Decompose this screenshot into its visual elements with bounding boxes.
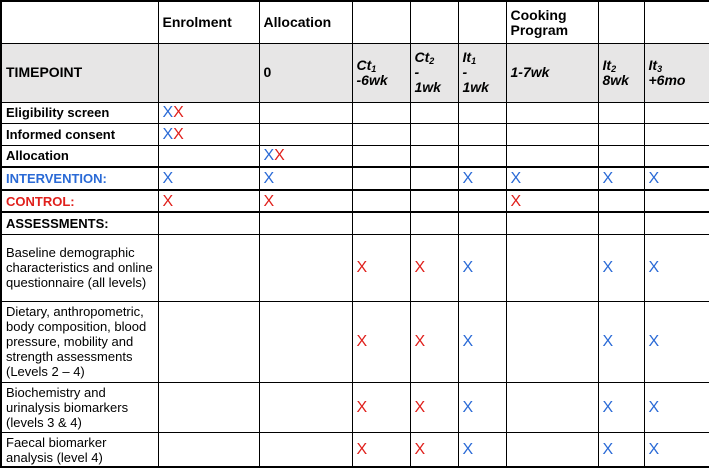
intervention-mark: X	[263, 147, 275, 165]
timepoint-cooking: 1-7wk	[506, 44, 598, 103]
timepoint-ct2: $Ct_2$ - 1wk	[410, 44, 458, 103]
mark-cell	[352, 301, 410, 382]
row-label: CONTROL:	[1, 190, 158, 213]
mark-cell	[158, 102, 259, 124]
row-assessments	[1, 212, 709, 234]
mark-cell	[598, 433, 644, 467]
intervention-mark: X	[602, 170, 614, 188]
mark-cell	[158, 167, 259, 190]
row-label: ASSESSMENTS:	[1, 212, 158, 234]
mark-cell	[410, 301, 458, 382]
intervention-mark: X	[648, 398, 660, 416]
mark-cell	[644, 301, 709, 382]
mark-cell	[644, 234, 709, 301]
mark-cell	[458, 301, 506, 382]
intervention-mark: X	[510, 170, 522, 188]
mark-cell	[410, 234, 458, 301]
mark-cell	[644, 382, 709, 432]
mark-cell	[259, 145, 352, 167]
corner-cell	[1, 1, 158, 44]
timepoint-enrolment	[158, 44, 259, 103]
control-mark: X	[414, 259, 426, 277]
intervention-mark: X	[263, 170, 275, 188]
intervention-mark: X	[462, 333, 474, 351]
mark-cell	[598, 234, 644, 301]
control-mark: X	[356, 398, 368, 416]
row-label: Dietary, anthropometric, body composition, blood pressure, mobility and strength assessments (Levels 2 – 4)	[1, 301, 158, 382]
mark-cell	[598, 382, 644, 432]
intervention-mark: X	[648, 259, 660, 277]
intervention-mark: X	[602, 259, 614, 277]
intervention-mark: X	[462, 441, 474, 459]
control-mark: X	[356, 259, 368, 277]
timepoint-ct1: $Ct_1$ -6wk	[352, 44, 410, 103]
mark-cell	[259, 190, 352, 213]
timepoint-row	[1, 44, 709, 103]
row-allocation	[1, 145, 709, 167]
intervention-mark: X	[462, 170, 474, 188]
intervention-mark: X	[162, 104, 174, 122]
mark-cell	[259, 167, 352, 190]
intervention-mark: X	[602, 333, 614, 351]
intervention-mark: X	[648, 333, 660, 351]
control-mark: X	[356, 333, 368, 351]
empty-header	[644, 1, 709, 44]
mark-cell	[644, 433, 709, 467]
row-eligibility	[1, 102, 709, 124]
intervention-mark: X	[648, 170, 660, 188]
mark-cell	[458, 382, 506, 432]
mark-cell	[410, 382, 458, 432]
control-mark: X	[173, 125, 184, 143]
enrolment-header: Enrolment	[158, 1, 259, 44]
control-mark: X	[356, 441, 368, 459]
control-mark: X	[414, 333, 426, 351]
mark-cell	[458, 167, 506, 190]
intervention-mark: X	[162, 170, 174, 188]
mark-cell	[598, 167, 644, 190]
empty-header	[352, 1, 410, 44]
row-label: Eligibility screen	[1, 102, 158, 124]
intervention-mark: X	[648, 441, 660, 459]
mark-cell	[506, 190, 598, 213]
intervention-mark: X	[602, 441, 614, 459]
cooking-program-header: Cooking Program	[506, 1, 598, 44]
row-dietary	[1, 301, 709, 382]
row-baseline	[1, 234, 709, 301]
timepoint-label: TIMEPOINT	[1, 44, 158, 103]
intervention-mark: X	[602, 398, 614, 416]
phase-header-row	[1, 1, 709, 44]
control-mark: X	[162, 192, 174, 210]
timepoint-allocation: 0	[259, 44, 352, 103]
mark-cell	[352, 382, 410, 432]
row-label: Biochemistry and urinalysis biomarkers (levels 3 & 4)	[1, 382, 158, 432]
control-mark: X	[263, 192, 275, 210]
row-biochemistry	[1, 382, 709, 432]
mark-cell	[644, 167, 709, 190]
row-control	[1, 190, 709, 213]
mark-cell	[158, 190, 259, 213]
empty-header	[598, 1, 644, 44]
empty-header	[458, 1, 506, 44]
control-mark: X	[510, 192, 522, 210]
mark-cell	[410, 433, 458, 467]
timepoint-it3: $It_3$ +6mo	[644, 44, 709, 103]
row-label: INTERVENTION:	[1, 167, 158, 190]
control-mark: X	[274, 147, 285, 165]
mark-cell	[458, 234, 506, 301]
row-consent	[1, 124, 709, 146]
mark-cell	[458, 433, 506, 467]
intervention-mark: X	[462, 398, 474, 416]
row-label: Faecal biomarker analysis (level 4)	[1, 433, 158, 467]
row-label: Informed consent	[1, 124, 158, 146]
row-label: Allocation	[1, 145, 158, 167]
control-mark: X	[173, 104, 184, 122]
control-mark: X	[414, 398, 426, 416]
allocation-header: Allocation	[259, 1, 352, 44]
timepoint-it2: $It_2$ 8wk	[598, 44, 644, 103]
intervention-mark: X	[462, 259, 474, 277]
row-label: Baseline demographic characteristics and online questionnaire (all levels)	[1, 234, 158, 301]
row-intervention	[1, 167, 709, 190]
mark-cell	[352, 433, 410, 467]
mark-cell	[506, 167, 598, 190]
timepoint-it1: $It_1$ - 1wk	[458, 44, 506, 103]
mark-cell	[598, 301, 644, 382]
intervention-mark: X	[162, 125, 174, 143]
mark-cell	[352, 234, 410, 301]
mark-cell	[158, 124, 259, 146]
control-mark: X	[414, 441, 426, 459]
row-faecal	[1, 433, 709, 467]
empty-header	[410, 1, 458, 44]
